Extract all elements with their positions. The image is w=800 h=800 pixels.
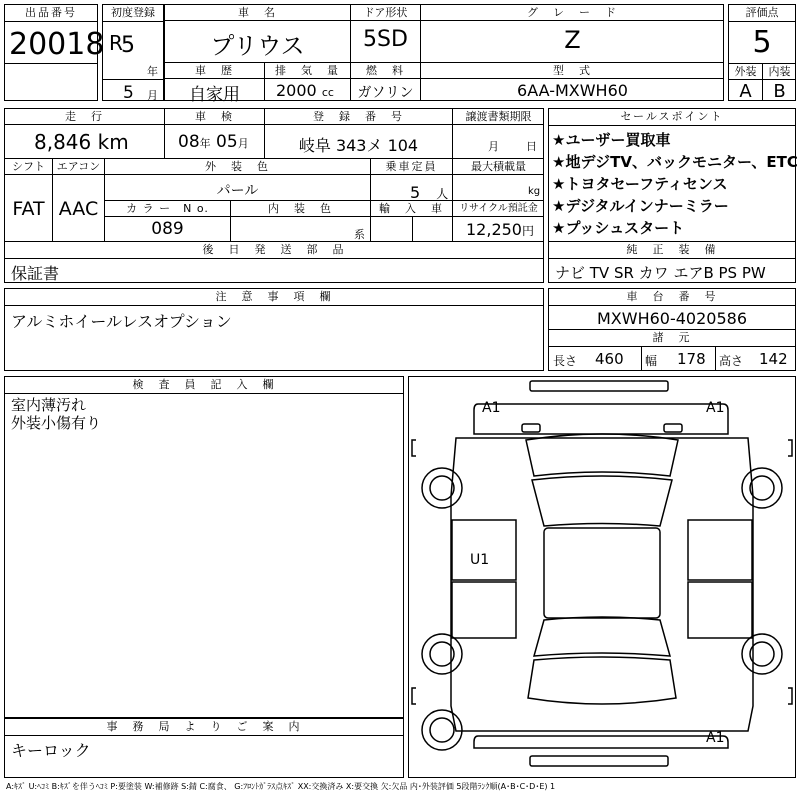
sales-points-list <box>552 129 798 239</box>
inspection-label: 車 検 <box>195 110 234 123</box>
inspector-label: 検 査 員 記 入 欄 <box>132 378 276 391</box>
load-unit: kg <box>528 186 541 197</box>
exterior-label: 外装 <box>734 65 757 78</box>
sales-point-3: ★トヨタセーフティセンス <box>552 175 728 193</box>
insp-month-unit: 月 <box>237 137 249 150</box>
sales-point-2: ★地デジTV、バックモニター、ETC <box>552 153 798 171</box>
later-parts-label: 後 日 発 送 部 品 <box>202 243 346 256</box>
displacement-label: 排 気 量 <box>275 64 340 77</box>
insp-month: 05 <box>216 132 238 152</box>
history-label: 車 歴 <box>195 64 234 77</box>
plate-label: 登 録 番 号 <box>313 110 404 123</box>
mark-front-right: A1 <box>706 400 725 416</box>
notes: アルミホイールレスオプション <box>11 312 232 331</box>
car-name: プリウス <box>210 32 305 60</box>
mileage-value: 8,846 <box>34 130 92 154</box>
width: 178 <box>677 350 706 368</box>
height: 142 <box>759 350 788 368</box>
plate: 岐阜 343メ 104 <box>298 136 419 155</box>
notes-box <box>4 288 544 371</box>
year-unit: 年 <box>147 65 158 78</box>
later-parts-box <box>4 241 544 283</box>
chassis-number: MXWH60-4020586 <box>596 309 747 328</box>
color-no-label: カ ラ ー N o. <box>126 202 209 215</box>
transfer-day: 日 <box>526 140 537 153</box>
mileage-label: 走 行 <box>65 110 104 123</box>
fuel-label: 燃 料 <box>366 64 405 77</box>
transfer-month: 月 <box>488 140 499 153</box>
car-name-label: 車 名 <box>238 6 277 19</box>
score: 5 <box>752 25 772 60</box>
height-label: 高さ <box>719 354 744 368</box>
shift: FAT <box>12 198 45 220</box>
sales-point-1: ★ユーザー買取車 <box>552 131 671 149</box>
equipment-box <box>548 241 796 283</box>
model-label: 型 式 <box>553 64 592 77</box>
load-label: 最大積載量 <box>471 160 526 173</box>
month-unit: 月 <box>147 89 158 102</box>
length-label: 長さ <box>553 354 578 368</box>
int-color-unit: 系 <box>354 228 365 241</box>
lot-label: 出品番号 <box>25 6 77 19</box>
car-diagram <box>408 376 796 778</box>
interior-label: 内装 <box>768 65 791 78</box>
dims-label: 諸 元 <box>652 331 692 344</box>
mileage <box>34 130 129 154</box>
shift-label: シフト <box>12 160 45 173</box>
transfer-label: 譲渡書類期限 <box>465 110 532 123</box>
grade-label: グ レ ー ド <box>527 6 618 19</box>
fuel: ガソリン <box>357 85 414 101</box>
first-reg-year: 5 <box>121 33 135 58</box>
exterior-score: A <box>739 81 752 102</box>
mark-rear-right: A1 <box>706 730 725 746</box>
capacity-unit: 人 <box>436 187 449 201</box>
office-notice: キーロック <box>11 741 91 760</box>
capacity-label: 乗車定員 <box>385 160 438 173</box>
inspector-line-1: 室内薄汚れ <box>11 396 87 414</box>
model: 6AA-MXWH60 <box>517 81 628 100</box>
lot-number: 20018 <box>9 27 105 62</box>
sales-points-label: セールスポイント <box>620 110 724 123</box>
sales-point-5: ★プッシュスタート <box>552 219 685 237</box>
insp-year-unit: 年 <box>199 137 211 150</box>
displacement-value: 2000 <box>276 81 317 100</box>
color-label: 外 装 色 <box>205 160 270 173</box>
grade: Z <box>564 26 581 54</box>
insp-year: 08 <box>178 132 200 152</box>
row2-box <box>4 108 544 242</box>
office-label: 事 務 局 よ り ご 案 内 <box>106 720 302 733</box>
first-reg-label: 初度登録 <box>111 6 155 19</box>
lot-box <box>4 4 105 101</box>
color: パール <box>216 183 259 199</box>
interior-score: B <box>773 81 786 102</box>
inspector-notes <box>11 396 101 432</box>
mark-left-side: U1 <box>470 552 490 568</box>
first-reg-box <box>102 4 164 101</box>
recycle <box>466 220 534 239</box>
width-label: 幅 <box>645 354 658 368</box>
inspection <box>178 132 249 152</box>
equipment-label: 純 正 装 備 <box>626 243 718 256</box>
office-box <box>4 718 404 778</box>
color-no: 089 <box>151 219 184 239</box>
era: R <box>109 31 123 55</box>
inspector-box <box>4 376 404 718</box>
notes-label: 注 意 事 項 欄 <box>215 290 333 303</box>
sales-point-4: ★デジタルインナーミラー <box>552 197 729 215</box>
capacity-value: 5 <box>410 183 421 202</box>
inspector-line-2: 外装小傷有り <box>11 414 102 432</box>
sales-points-box <box>548 108 796 242</box>
score-box <box>728 4 796 101</box>
score-label: 評価点 <box>745 6 779 19</box>
recycle-value: 12,250 <box>466 220 522 239</box>
int-color-label: 内 装 色 <box>268 202 333 215</box>
equipment: ナビ TV SR カワ エアB PS PW <box>555 264 766 282</box>
recycle-label: リサイクル預託金 <box>459 203 538 214</box>
later-parts: 保証書 <box>11 264 60 283</box>
displacement-unit: cc <box>321 86 334 99</box>
mileage-unit: km <box>97 130 129 154</box>
length: 460 <box>595 350 624 368</box>
door-label: ドア形状 <box>363 6 408 19</box>
mark-front-left: A1 <box>482 400 501 416</box>
import-label: 輸 入 車 <box>379 202 444 215</box>
door-type: 5SD <box>363 27 408 52</box>
chassis-box <box>548 288 796 371</box>
displacement <box>276 81 334 100</box>
history: 自家用 <box>189 85 240 105</box>
recycle-unit: 円 <box>521 224 534 238</box>
ac-label: エアコン <box>56 160 101 173</box>
legend: A:ｷｽﾞ U:ﾍｺﾐ B:ｷｽﾞを伴うﾍｺﾐ P:要塗装 W:補修跡 S:錆 C:腐食、 G:ﾌﾛﾝﾄｶﾞﾗｽ点ｷｽﾞ XX:交換済み X:要交換 欠:欠品 内･外装評価 5段階ﾗﾝｸ順(A･B･C･D･E) 1 <box>6 782 556 791</box>
first-reg-month: 5 <box>123 83 134 103</box>
chassis-label: 車 台 番 号 <box>626 290 718 303</box>
ac: AAC <box>58 198 99 220</box>
capacity <box>410 180 448 203</box>
